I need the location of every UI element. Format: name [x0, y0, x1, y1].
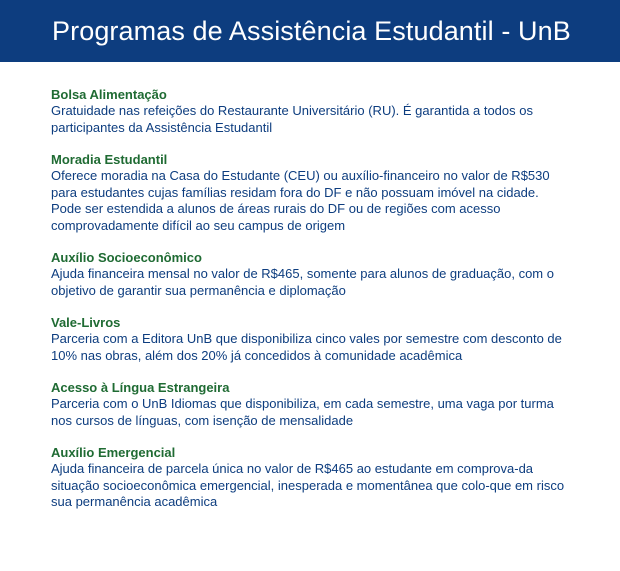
program-description: Parceria com a Editora UnB que disponibiliza cinco vales por semestre com desconto de 10% nas obras, além dos 20% já concedidos à comunidade acadêmica: [51, 331, 562, 363]
header-banner: [0, 0, 620, 62]
program-title: Auxílio Socioeconômico: [51, 250, 202, 265]
program-moradia-estudantil: [51, 152, 571, 234]
program-description: Ajuda financeira mensal no valor de R$465, somente para alunos de graduação, com o objetivo de garantir sua permanência e diplomação: [51, 266, 554, 298]
program-description: Parceria com o UnB Idiomas que disponibiliza, em cada semestre, uma vaga por turma nos cursos de línguas, com isenção de mensalidade: [51, 396, 554, 428]
program-description: Gratuidade nas refeições do Restaurante Universitário (RU). É garantida a todos os participantes da Assistência Estudantil: [51, 103, 533, 135]
program-bolsa-alimentacao: [51, 87, 571, 136]
program-title: Acesso à Língua Estrangeira: [51, 380, 230, 395]
program-description: Ajuda financeira de parcela única no valor de R$465 ao estudante em comprova-da situação socioeconômica emergencial, inesperada e momentânea que colo-que em risco sua permanência acadêmica: [51, 461, 565, 509]
program-list: [51, 87, 571, 511]
program-title: Auxílio Emergencial: [51, 445, 176, 460]
program-title: Vale-Livros: [51, 315, 121, 330]
program-title: Moradia Estudantil: [51, 152, 168, 167]
program-auxilio-emergencial: [51, 445, 571, 511]
program-description: Oferece moradia na Casa do Estudante (CEU) ou auxílio-financeiro no valor de R$530 para estudantes cujas famílias residam fora do DF e não possuam imóvel na cidade. Pode ser estendida a alunos de áreas rurais do DF ou de regiões com acesso comprovadamente difícil ao seu campus de origem: [51, 168, 550, 233]
program-vale-livros: [51, 315, 571, 364]
page-title: Programas de Assistência Estudantil - UnB: [52, 16, 571, 46]
program-auxilio-socioeconomico: [51, 250, 571, 299]
program-title: Bolsa Alimentação: [51, 87, 167, 102]
program-acesso-lingua-estrangeira: [51, 380, 571, 429]
